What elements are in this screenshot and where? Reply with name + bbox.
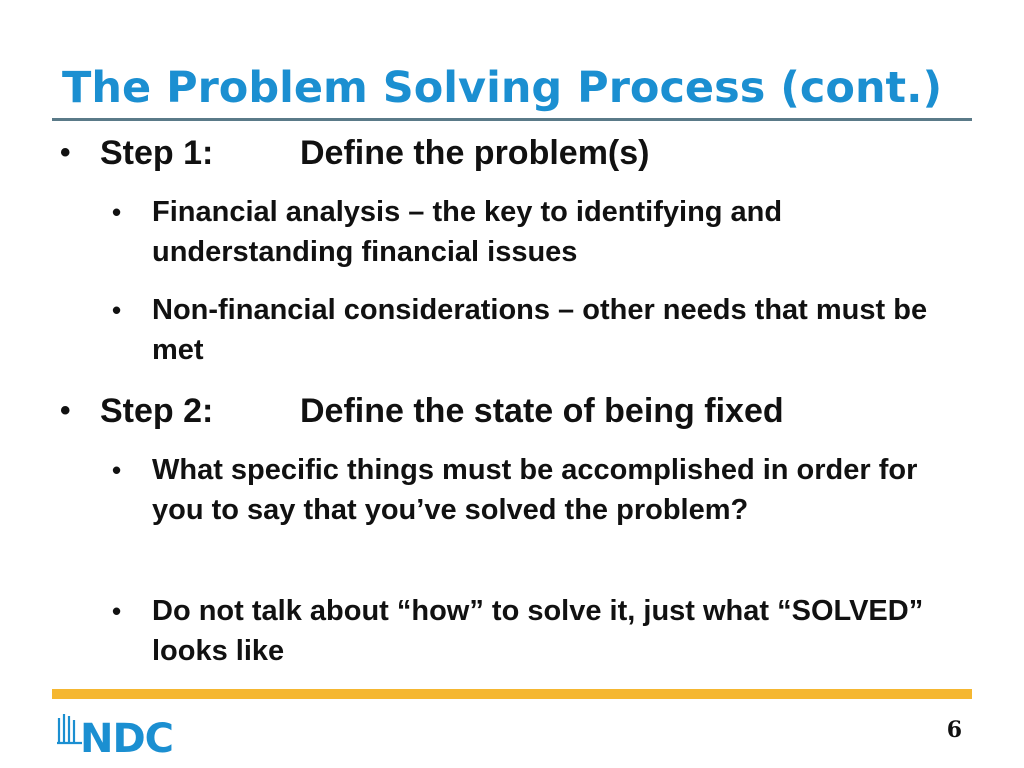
sub-bullet-text: Do not talk about “how” to solve it, just what “SOLVED” looks like — [152, 595, 924, 667]
page-number: 6 — [946, 717, 962, 743]
sub-bullet-text: Financial analysis – the key to identifying and understanding financial issues — [152, 196, 783, 268]
step-text: Define the state of being fixed — [300, 392, 784, 430]
step-text: Define the problem(s) — [300, 134, 650, 172]
step-label: Step 2: — [100, 392, 214, 430]
sub-bullet-text: Non-financial considerations – other needs that must be met — [152, 294, 928, 366]
bullet-dot-icon: • — [112, 455, 122, 485]
bullet-dot-icon: • — [112, 596, 122, 626]
bullet-dot-icon: • — [60, 136, 71, 169]
bullet-dot-icon: • — [112, 295, 122, 325]
slide-title: The Problem Solving Process (cont.) — [62, 63, 943, 113]
bullet-dot-icon: • — [112, 197, 122, 227]
logo-text: NDC — [80, 716, 174, 756]
footer-bar — [52, 689, 972, 699]
step-label: Step 1: — [100, 134, 214, 172]
ndc-logo — [56, 712, 186, 756]
bullet-dot-icon: • — [60, 394, 71, 427]
sub-bullet-text: What specific things must be accomplished in order for you to say that you’ve solved the problem? — [152, 454, 918, 526]
